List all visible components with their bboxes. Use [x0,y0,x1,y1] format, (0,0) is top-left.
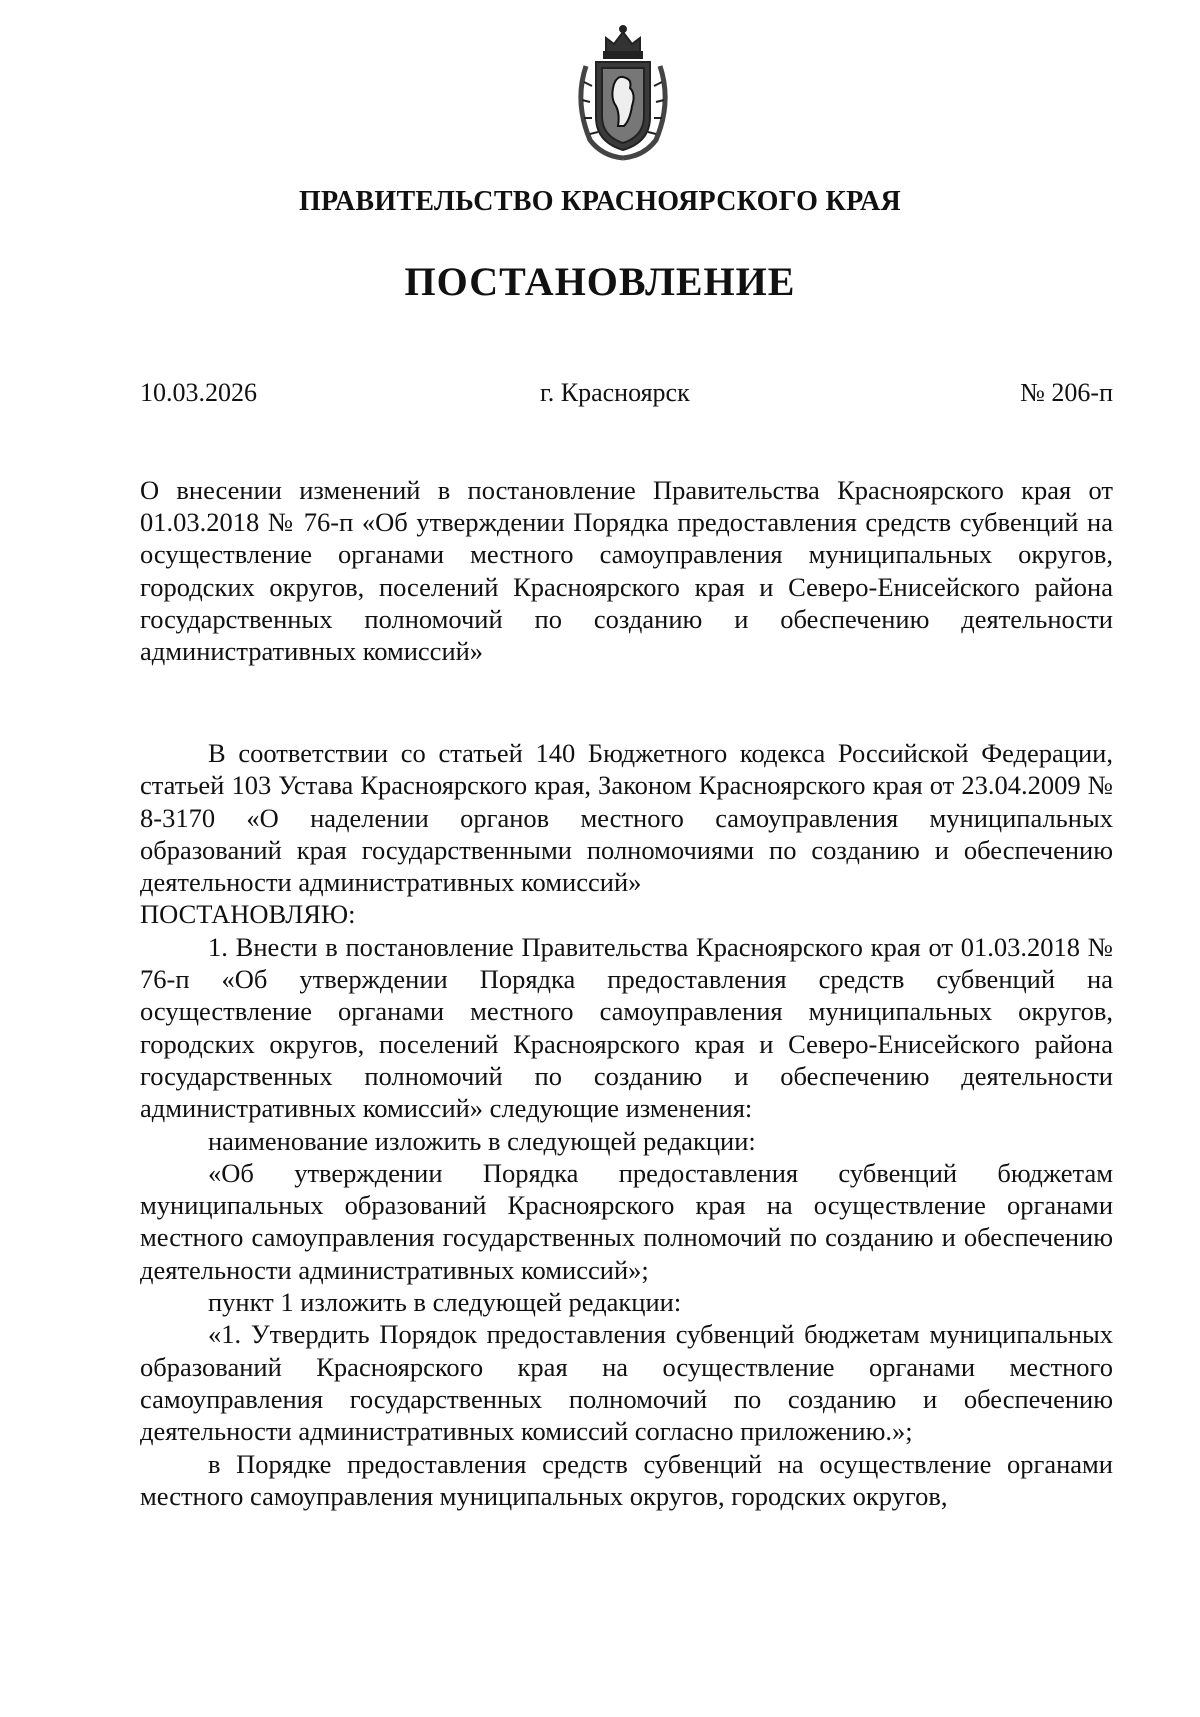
document-city: г. Красноярск [540,378,690,407]
document-number: № 206-п [1020,378,1113,407]
body-paragraph: «1. Утвердить Порядок предоставления субвенций бюджетам муниципальных образований Красноярского края на осуществление органами местного самоуправления государственных полномочий по созданию и обеспечению деятельности административных комиссий согласно приложению.»; [140,1319,1113,1447]
body-paragraph: наименование изложить в следующей редакции: [208,1125,756,1156]
krasnoyarsk-coat-of-arms-icon [568,22,678,162]
body-paragraph: в Порядке предоставления средств субвенций на осуществление органами местного самоуправления муниципальных округов, городских округов, [140,1448,1113,1511]
document-date: 10.03.2026 [140,378,257,407]
decree-word: ПОСТАНОВЛЯЮ: [140,899,356,930]
document-title: О внесении изменений в постановление Правительства Красноярского края от 01.03.2018 № 76-п «Об утверждении Порядка предоставления средств субвенций на осуществление органами местного самоуправления муниципальных округов, городских округов, поселений Красноярского края и Северо-Енисейского района государственных полномочий по созданию и обеспечению деятельности административных комиссий» [140,475,1113,667]
body-paragraph: «Об утверждении Порядка предоставления субвенций бюджетам муниципальных образований Красноярского края на осуществление органами местного самоуправления государственных полномочий по созданию и обеспечению деятельности административных комиссий»; [140,1157,1113,1285]
document-type: ПОСТАНОВЛЕНИЕ [404,259,796,304]
preamble-paragraph: В соответствии со статьей 140 Бюджетного кодекса Российской Федерации, статьей 103 Устава Красноярского края, Законом Красноярского края от 23.04.2009 № 8-3170 «О наделении органов местного самоуправления муниципальных образований края государственными полномочиями по созданию и обеспечению деятельности административных комиссий» [140,738,1113,898]
body-paragraph: 1. Внести в постановление Правительства Красноярского края от 01.03.2018 № 76-п «Об утверждении Порядка предоставления средств субвенций на осуществление органами местного самоуправления муниципальных округов, городских округов, поселений Красноярского края и Северо-Енисейского района государственных полномочий по созданию и обеспечению деятельности административных комиссий» следующие изменения: [140,931,1113,1124]
body-paragraph: пункт 1 изложить в следующей редакции: [208,1287,682,1318]
document-body [140,737,1113,1512]
organization-name: ПРАВИТЕЛЬСТВО КРАСНОЯРСКОГО КРАЯ [298,186,902,217]
